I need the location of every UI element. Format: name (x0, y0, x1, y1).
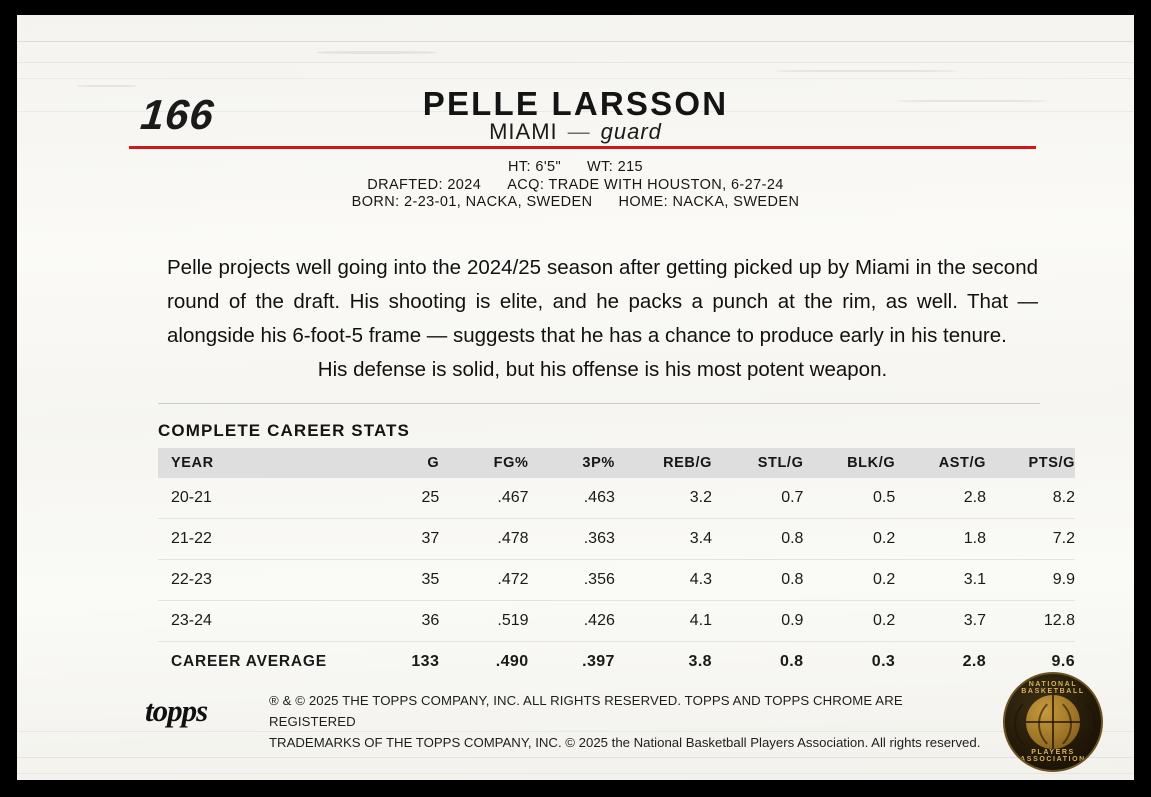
basketball-seam-right (1038, 695, 1096, 753)
cell-pts: 9.9 (986, 560, 1075, 601)
cell-year: 23-24 (158, 601, 355, 642)
cell-blk: 0.3 (871, 653, 896, 670)
cell-year: 21-22 (158, 519, 355, 560)
topps-logo (145, 693, 237, 727)
cell-ast: 2.8 (895, 478, 986, 519)
cell-g: 25 (355, 478, 439, 519)
table-row (158, 519, 1075, 560)
stats-section-title: COMPLETE CAREER STATS (158, 421, 410, 440)
cell-g: 35 (355, 560, 439, 601)
cell-year: 20-21 (158, 478, 355, 519)
trading-card-back (17, 15, 1134, 780)
legal-line-1: ® & © 2025 THE TOPPS COMPANY, INC. ALL RIGHTS RESERVED. TOPPS AND TOPPS CHROME ARE REGISTERED (269, 693, 903, 729)
cell-stl: 0.7 (712, 478, 803, 519)
legal-line-2: TRADEMARKS OF THE TOPPS COMPANY, INC. © 2025 the National Basketball Players Association. All rights reserved. (269, 735, 981, 750)
height-value: HT: 6'5" (507, 159, 562, 175)
cell-fg: .472 (439, 560, 528, 601)
texture-speck (777, 70, 957, 72)
vitals-row-3 (17, 194, 1134, 212)
column-header-year: YEAR (158, 448, 355, 478)
cell-3p: .463 (529, 478, 615, 519)
cell-blk: 0.2 (803, 560, 895, 601)
cell-fg: .490 (495, 653, 529, 670)
bio-main-text: Pelle projects well going into the 2024/25 season after getting picked up by Miami in the second round of the draft. His shooting is elite, and he packs a punch at the rim, as well. That — alongside his 6-foot-5 frame — suggests that he has a chance to produce early in his tenure. (167, 256, 1038, 347)
nbpa-top-text: NATIONAL BASKETBALL (1021, 681, 1085, 695)
texture-speck (317, 51, 437, 54)
cell-year: 22-23 (158, 560, 355, 601)
table-row (158, 478, 1075, 519)
acquired-value: ACQ: TRADE WITH HOUSTON, 6-27-24 (507, 176, 784, 193)
cell-blk: 0.2 (803, 519, 895, 560)
player-position: guard (600, 119, 662, 144)
cell-g: 37 (355, 519, 439, 560)
player-name: PELLE LARSSON (422, 85, 729, 122)
player-bio (167, 251, 1038, 387)
cell-fg: .467 (439, 478, 528, 519)
cell-g: 133 (411, 653, 440, 670)
column-header-3p: 3P% (529, 448, 615, 478)
wood-grain-line (17, 78, 1134, 79)
born-value: BORN: 2-23-01, NACKA, SWEDEN (351, 194, 593, 210)
team-name: MIAMI (489, 119, 558, 144)
cell-reb: 3.8 (688, 653, 712, 670)
cell-stl: 0.8 (780, 653, 804, 670)
table-row-career-average (158, 642, 1075, 683)
cell-fg: .519 (439, 601, 528, 642)
accent-rule (129, 146, 1036, 149)
cell-blk: 0.5 (803, 478, 895, 519)
wood-grain-line (17, 62, 1134, 63)
vitals-row-2 (17, 177, 1134, 195)
cell-ast: 3.1 (895, 560, 986, 601)
column-header-fg: FG% (439, 448, 528, 478)
cell-reb: 4.1 (615, 601, 712, 642)
nbpa-logo-icon (1003, 672, 1103, 772)
cell-3p: .363 (529, 519, 615, 560)
cell-3p: .356 (529, 560, 615, 601)
cell-fg: .478 (439, 519, 528, 560)
cell-stl: 0.8 (712, 560, 803, 601)
topps-wordmark: topps (145, 693, 208, 728)
cell-reb: 3.4 (615, 519, 712, 560)
cell-reb: 4.3 (615, 560, 712, 601)
column-header-stl: STL/G (712, 448, 803, 478)
nbpa-bottom-text: PLAYERS ASSOCIATION (1020, 749, 1086, 763)
cell-pts: 7.2 (986, 519, 1075, 560)
wood-grain-line (17, 41, 1134, 42)
cell-pts: 9.6 (1051, 653, 1075, 670)
vitals-row-1 (17, 159, 1134, 177)
cell-ast: 3.7 (895, 601, 986, 642)
cell-3p: .397 (582, 653, 615, 670)
cell-ast: 2.8 (962, 653, 987, 670)
cell-3p: .426 (529, 601, 615, 642)
career-stats-table (158, 448, 1075, 682)
card-number: 166 (138, 91, 217, 138)
cell-stl: 0.8 (712, 519, 803, 560)
cell-stl: 0.9 (712, 601, 803, 642)
separator-dash: — (567, 119, 591, 144)
weight-value: WT: 215 (587, 159, 644, 175)
cell-reb: 3.2 (615, 478, 712, 519)
table-row (158, 560, 1075, 601)
column-header-pts: PTS/G (986, 448, 1075, 478)
column-header-ast: AST/G (895, 448, 986, 478)
column-header-g: G (355, 448, 439, 478)
table-header-row (158, 448, 1075, 478)
cell-g: 36 (355, 601, 439, 642)
drafted-value: DRAFTED: 2024 (367, 176, 482, 193)
cell-ast: 1.8 (895, 519, 986, 560)
legal-text (269, 690, 984, 753)
cell-pts: 8.2 (986, 478, 1075, 519)
divider (158, 403, 1040, 404)
team-and-position (17, 119, 1134, 145)
bio-last-line: His defense is solid, but his offense is his most potent weapon. (317, 358, 888, 381)
wood-grain-line (17, 757, 1134, 758)
cell-year: CAREER AVERAGE (171, 653, 327, 670)
column-header-reb: REB/G (615, 448, 712, 478)
cell-blk: 0.2 (803, 601, 895, 642)
table-row (158, 601, 1075, 642)
home-value: HOME: NACKA, SWEDEN (618, 194, 800, 210)
cell-pts: 12.8 (986, 601, 1075, 642)
column-header-blk: BLK/G (803, 448, 895, 478)
wood-grain-line (17, 773, 1134, 774)
player-vitals (17, 159, 1134, 212)
